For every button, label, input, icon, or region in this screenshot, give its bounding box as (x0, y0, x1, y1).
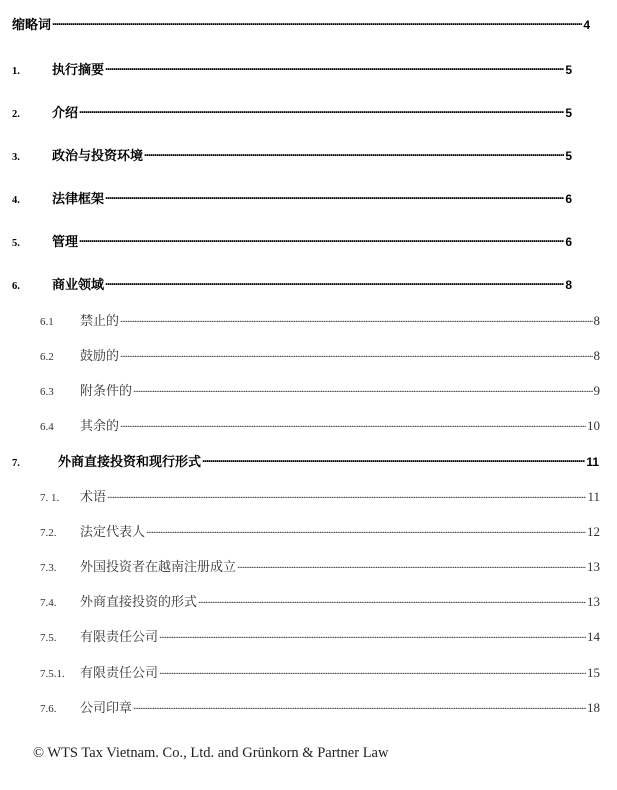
toc-entry-number: 7. 1. (40, 492, 60, 504)
toc-entry-label: 介绍 (52, 106, 79, 121)
toc-entry-number: 7. (12, 458, 20, 469)
toc-entry-7-4[interactable] (40, 591, 600, 610)
toc-dot-leader (107, 488, 586, 501)
toc-entry-number: 2. (12, 109, 20, 120)
toc-entry-6-2[interactable] (40, 345, 600, 364)
toc-entry-page: 15 (587, 665, 600, 680)
toc-entry-3[interactable] (12, 145, 572, 164)
toc-entry-number: 6.4 (40, 421, 54, 433)
toc-entry-number: 7.4. (40, 597, 57, 609)
toc-entry-label: 外商直接投资的形式 (80, 595, 198, 610)
toc-dot-leader (105, 276, 564, 289)
toc-entry-page: 14 (587, 629, 600, 644)
toc-entry-label: 附条件的 (80, 384, 133, 399)
toc-entry-label: 其余的 (80, 419, 120, 434)
toc-entry-5[interactable] (12, 231, 572, 250)
toc-entry-page: 8 (565, 278, 572, 292)
toc-entry-page: 4 (583, 18, 590, 32)
toc-dot-leader (105, 190, 564, 203)
toc-entry-page: 5 (565, 106, 572, 120)
toc-entry-number: 7.2. (40, 527, 57, 539)
toc-entry-number: 5. (12, 238, 20, 249)
toc-entry-page: 11 (587, 489, 600, 504)
toc-entry-label: 法律框架 (52, 192, 105, 207)
toc-entry-number: 6. (12, 281, 20, 292)
toc-entry-page: 18 (587, 700, 600, 715)
toc-entry-number: 6.2 (40, 351, 54, 363)
toc-dot-leader (202, 453, 585, 466)
toc-entry-number: 4. (12, 195, 20, 206)
toc-entry-label: 管理 (52, 235, 79, 250)
toc-entry-7-1[interactable] (40, 486, 600, 505)
toc-entry-7[interactable] (12, 451, 599, 470)
toc-entry-abbreviations[interactable] (12, 14, 590, 33)
toc-entry-6-4[interactable] (40, 415, 600, 434)
toc-entry-label: 禁止的 (80, 314, 120, 329)
toc-entry-number: 7.5. (40, 632, 57, 644)
toc-dot-leader (198, 593, 586, 606)
toc-entry-label: 政治与投资环境 (52, 149, 144, 164)
toc-entry-label: 术语 (80, 490, 107, 505)
toc-entry-page: 8 (593, 313, 600, 328)
copyright-footer: © WTS Tax Vietnam. Co., Ltd. and Grünkorn & Partner Law (33, 745, 389, 761)
toc-entry-number: 7.6. (40, 703, 57, 715)
toc-entry-label: 有限责任公司 (80, 666, 159, 681)
toc-dot-leader (120, 312, 592, 325)
toc-entry-page: 13 (587, 559, 600, 574)
toc-entry-4[interactable] (12, 188, 572, 207)
toc-entry-page: 6 (565, 192, 572, 206)
toc-dot-leader (105, 61, 564, 74)
toc-entry-number: 1. (12, 66, 20, 77)
toc-dot-leader (120, 347, 592, 360)
toc-entry-label: 鼓励的 (80, 349, 120, 364)
toc-entry-page: 5 (565, 63, 572, 77)
toc-entry-number: 7.5.1. (40, 668, 65, 680)
toc-entry-7-2[interactable] (40, 521, 600, 540)
toc-entry-label: 外国投资者在越南注册成立 (80, 560, 237, 575)
toc-entry-page: 11 (586, 455, 599, 469)
toc-entry-number: 7.3. (40, 562, 57, 574)
toc-dot-leader (133, 382, 592, 395)
toc-entry-label: 缩略词 (12, 18, 52, 33)
toc-entry-page: 13 (587, 594, 600, 609)
toc-entry-7-3[interactable] (40, 556, 600, 575)
toc-entry-label: 法定代表人 (80, 525, 146, 540)
toc-entry-page: 10 (587, 418, 600, 433)
toc-entry-label: 执行摘要 (52, 63, 105, 78)
toc-entry-number: 6.3 (40, 386, 54, 398)
toc-dot-leader (79, 104, 564, 117)
toc-dot-leader (159, 664, 586, 677)
toc-dot-leader (79, 233, 564, 246)
toc-entry-label: 公司印章 (80, 701, 133, 716)
toc-entry-page: 6 (565, 235, 572, 249)
toc-entry-page: 12 (587, 524, 600, 539)
toc-entry-1[interactable] (12, 59, 572, 78)
toc-entry-6-3[interactable] (40, 380, 600, 399)
toc-entry-page: 9 (593, 383, 600, 398)
toc-dot-leader (133, 699, 586, 712)
toc-entry-6[interactable] (12, 274, 572, 293)
toc-entry-2[interactable] (12, 102, 572, 121)
toc-entry-number: 3. (12, 152, 20, 163)
toc-entry-number: 6.1 (40, 316, 54, 328)
toc-entry-label: 外商直接投资和现行形式 (58, 455, 202, 470)
toc-entry-6-1[interactable] (40, 310, 600, 329)
toc-entry-page: 5 (565, 149, 572, 163)
toc-entry-label: 商业领域 (52, 278, 105, 293)
toc-dot-leader (146, 523, 586, 536)
toc-entry-label: 有限责任公司 (80, 630, 159, 645)
toc-dot-leader (159, 628, 586, 641)
toc-dot-leader (52, 16, 582, 29)
toc-entry-page: 8 (593, 348, 600, 363)
toc-entry-7-6[interactable] (40, 697, 600, 716)
toc-dot-leader (120, 417, 586, 430)
toc-dot-leader (144, 147, 564, 160)
toc-entry-7-5-1[interactable] (40, 662, 600, 681)
toc-entry-7-5[interactable] (40, 626, 600, 645)
toc-dot-leader (237, 558, 586, 571)
